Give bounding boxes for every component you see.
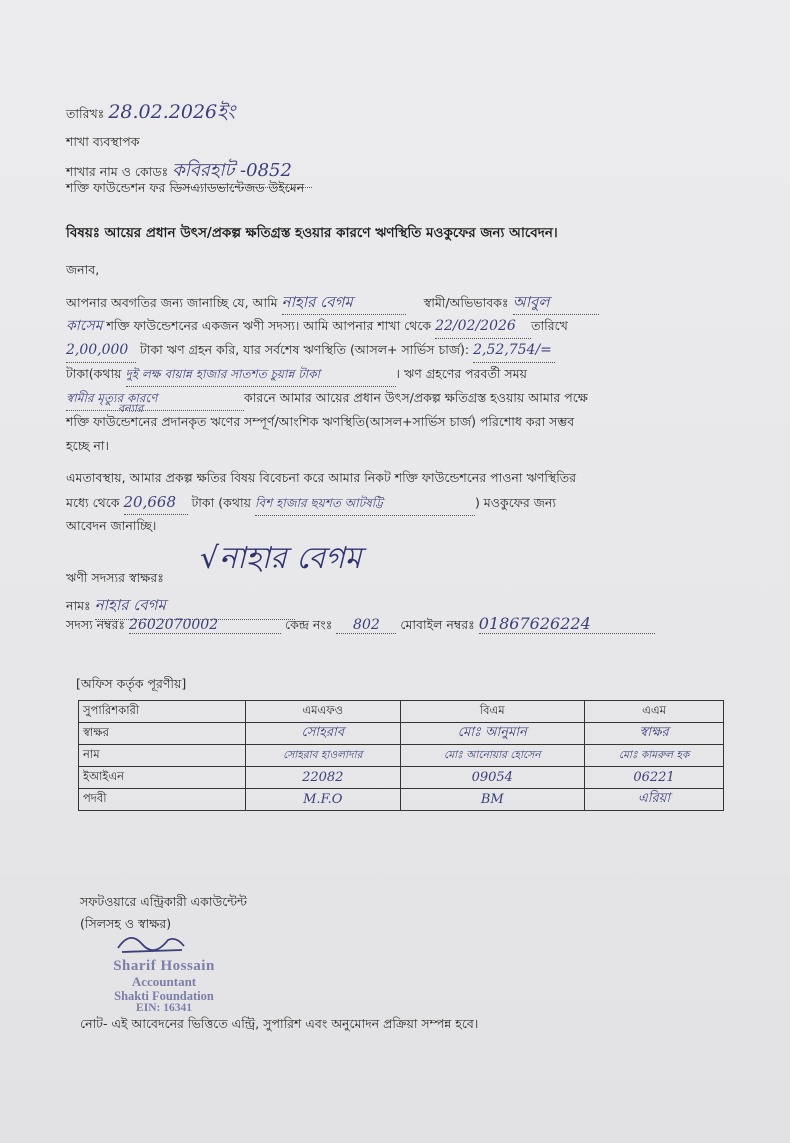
center-field: 802 [336, 617, 396, 634]
body-line-10: আবেদন জানাচ্ছি। [66, 518, 157, 533]
body-text: । ঋণ গ্রহণের পরবর্তী সময় [395, 366, 527, 381]
waiver-words-field: বিশ হাজার ছয়শত আটষট্টি [255, 491, 475, 516]
table-row [79, 745, 724, 767]
table-cell [400, 723, 585, 745]
cell-value: M.F.O [303, 792, 343, 807]
cell-value: সোহরাব [301, 725, 345, 740]
stamp-org: Shakti Foundation [114, 989, 214, 1003]
branch-value: কবিরহাট -0852 [172, 156, 312, 188]
cell-value: সোহরাব হাওলাদার [283, 748, 363, 761]
cause-field: স্বামীর মৃত্যুর কারণে [66, 386, 244, 411]
body-line-8: এমতাবস্থায়, আমার প্রকল্প ক্ষতির বিষয় বিবেচনা করে আমার নিকট শক্তি ফাউন্ডেশনের পাওনা ঋণস্থিতির [66, 470, 577, 485]
body-text: টাকা ঋণ গ্রহন করি, যার সর্বশেষ ঋণস্থিতি (আসল+ সার্ভিস চার্জ): [139, 342, 470, 357]
cell-value: মোঃ আনুমান [457, 725, 527, 740]
body-text: আপনার অবগতির জন্য জানাচ্ছি যে, আমি [66, 295, 278, 310]
table-row [79, 723, 724, 745]
cause-note: বন্যার [118, 402, 144, 415]
office-heading: [অফিস কর্তৃক পূরণীয়] [76, 676, 187, 691]
member-name-field: নাহার বেগম [282, 290, 406, 315]
table-cell: নাম [79, 745, 246, 767]
table-cell: ইআইএন [79, 767, 246, 789]
branch-label: শাখার নাম ও কোডঃ [66, 164, 169, 179]
table-cell [246, 767, 401, 789]
waiver-amount-field: 20,668 [124, 490, 188, 515]
member-no-field: 2602070002 [129, 617, 281, 634]
guardian-label: স্বামী/অভিভাবকঃ [423, 295, 509, 310]
table-cell: এএম [585, 701, 724, 723]
balance-words-field: দুই লক্ষ বায়ান্ন হাজার সাতশত চুয়ান্ন টাকা [126, 362, 396, 387]
accountant-line-1: সফটওয়ারে এন্ট্রিকারী একাউন্টেন্ট [80, 894, 247, 909]
guardian-name-cont: কাসেম [66, 318, 103, 334]
cell-value: 09054 [471, 770, 513, 785]
cell-value: মোঃ আনোয়ার হোসেন [444, 748, 541, 761]
accountant-stamp [88, 958, 240, 1014]
subject-line: বিষয়ঃ আয়ের প্রধান উৎস/প্রকল্প ক্ষতিগ্রস্ত হওয়ার কারণে ঋণস্থিতি মওকুফের জন্য আবেদন। [66, 225, 558, 241]
body-line-3 [66, 338, 555, 363]
table-row [79, 789, 724, 811]
org-line: শক্তি ফাউন্ডেশন ফর ডিসএ্যাডভান্টেজড উইমেন [66, 180, 305, 195]
signature-label: ঋণী সদস্যর স্বাক্ষরঃ [66, 570, 164, 585]
mobile-field: 01867626224 [479, 614, 655, 634]
body-line-9 [66, 490, 556, 516]
date-label: তারিখঃ [66, 106, 105, 121]
stamp-ein: EIN: 16341 [136, 1002, 192, 1014]
name-label: নামঃ [66, 598, 91, 613]
loan-date-field: 22/02/2026 [435, 314, 531, 339]
member-info-line [66, 614, 655, 637]
cell-value: এরিয়া [637, 791, 671, 806]
table-cell [246, 745, 401, 767]
table-cell [585, 745, 724, 767]
body-text: টাকা (কথায় [191, 495, 251, 510]
body-text: তারিখে [531, 318, 568, 333]
body-line-6: শক্তি ফাউন্ডেশনের প্রদানকৃত ঋণের সম্পূর্ণ/আংশিক ঋণস্থিতি(আসল+সার্ভিস চার্জ) পরিশোধ করা সম্ভব [66, 414, 575, 429]
table-row [79, 701, 724, 723]
body-text: মধ্যে থেকে [66, 495, 120, 510]
stamp-name: Sharif Hossain [113, 958, 215, 974]
table-cell [400, 789, 585, 811]
salutation: জনাব, [66, 262, 100, 277]
table-cell [585, 723, 724, 745]
mobile-label: মোবাইল নম্বরঃ [400, 617, 475, 632]
body-line-1 [66, 290, 599, 315]
body-line-2 [66, 314, 568, 339]
table-cell: এমএফও [246, 701, 401, 723]
balance-field: 2,52,754/= [473, 338, 555, 363]
member-signature: √নাহার বেগম [200, 541, 362, 576]
table-cell [400, 767, 585, 789]
table-cell [585, 767, 724, 789]
body-line-4 [66, 362, 527, 387]
table-cell: সুপারিশকারী [79, 701, 246, 723]
cell-value: 06221 [633, 770, 675, 785]
footer-note: নোট- এই আবেদনের ভিত্তিতে এন্ট্রি, সুপারিশ এবং অনুমোদন প্রক্রিয়া সম্পন্ন হবে। [80, 1016, 479, 1031]
table-cell: স্বাক্ষর [79, 723, 246, 745]
body-text: ) মওকুফের জন্য [474, 495, 556, 510]
cell-value: 22082 [302, 770, 344, 785]
body-line-5 [66, 386, 588, 411]
table-cell [246, 789, 401, 811]
manager-label: শাখা ব্যবস্থাপক [66, 134, 140, 149]
table-cell: বিএম [400, 701, 585, 723]
body-text: শক্তি ফাউন্ডেশনের একজন ঋণী সদস্য। আমি আপনার শাখা থেকে [106, 318, 432, 333]
member-no-label: সদস্য নম্বরঃ [66, 617, 126, 632]
stamp-title: Accountant [131, 974, 197, 989]
date-line [66, 98, 235, 130]
body-text: টাকা(কথায় [66, 366, 122, 381]
table-cell [246, 723, 401, 745]
name-field: নাহার বেগম [95, 594, 295, 620]
date-value: 28.02.2026ইং [108, 101, 236, 123]
center-label: কেন্দ্র নংঃ [285, 617, 333, 632]
table-cell [585, 789, 724, 811]
office-table [78, 700, 724, 811]
table-row [79, 767, 724, 789]
body-text: কারনে আমার আয়ের প্রধান উৎস/প্রকল্প ক্ষতিগ্রস্ত হওয়ায় আমার পক্ষে [244, 390, 588, 405]
cell-value: স্বাক্ষর [639, 725, 669, 740]
body-line-7: হচ্ছে না। [66, 438, 109, 453]
loan-amount-field: 2,00,000 [66, 338, 136, 363]
table-cell: পদবী [79, 789, 246, 811]
guardian-name-field: আবুল [513, 290, 599, 315]
table-cell [400, 745, 585, 767]
cell-value: মোঃ কামরুল হক [618, 748, 690, 761]
accountant-signature-scribble [112, 928, 192, 958]
cell-value: BM [480, 792, 504, 807]
accountant-line-2: (সিলসহ ও স্বাক্ষর) [80, 916, 172, 931]
